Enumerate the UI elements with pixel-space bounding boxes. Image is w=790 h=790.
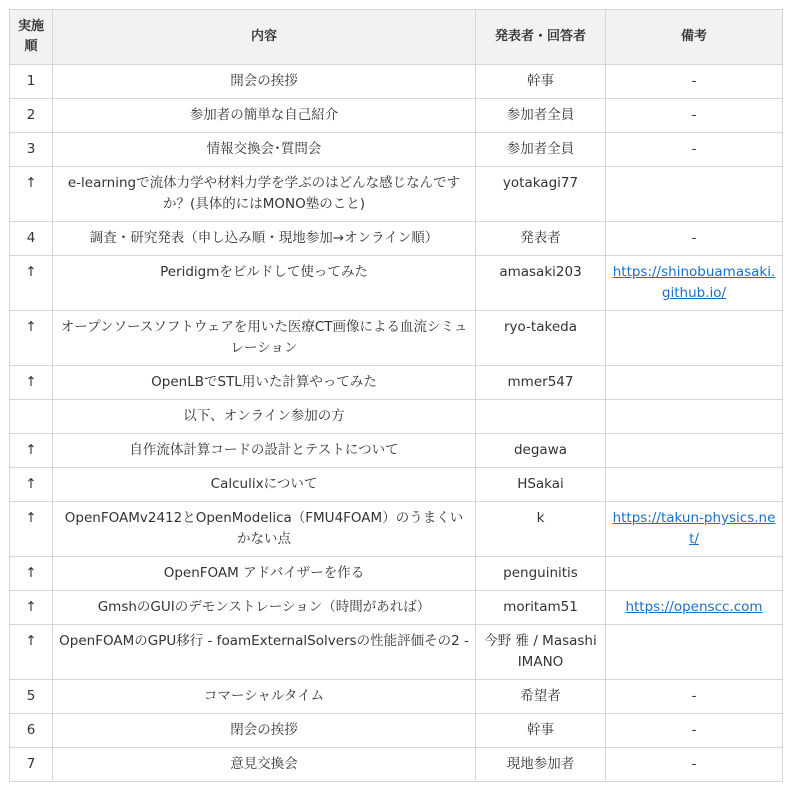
cell-order: ↑ [10,557,53,591]
cell-order: ↑ [10,625,53,680]
cell-notes [606,468,783,502]
table-row [10,748,783,782]
cell-content: 自作流体計算コードの設計とテストについて [53,434,476,468]
table-row [10,591,783,625]
notes-link[interactable]: https://takun-physics.net/ [612,510,776,547]
header-presenter: 発表者・回答者 [476,10,606,65]
cell-order: ↑ [10,167,53,222]
table-row [10,311,783,366]
table-row [10,434,783,468]
table-row [10,680,783,714]
table-row [10,222,783,256]
table-row [10,167,783,222]
cell-notes: - [606,680,783,714]
cell-order: 1 [10,65,53,99]
cell-notes [606,167,783,222]
cell-order: ↑ [10,434,53,468]
cell-content: 以下、オンライン参加の方 [53,400,476,434]
cell-order: ↑ [10,256,53,311]
cell-content: Calculixについて [53,468,476,502]
table-row [10,99,783,133]
cell-content: 参加者の簡単な自己紹介 [53,99,476,133]
cell-notes: - [606,133,783,167]
cell-notes [606,400,783,434]
cell-presenter: 現地参加者 [476,748,606,782]
cell-presenter: moritam51 [476,591,606,625]
cell-presenter: mmer547 [476,366,606,400]
cell-content: オープンソースソフトウェアを用いた医療CT画像による血流シミュレーション [53,311,476,366]
table-row [10,400,783,434]
table-row [10,256,783,311]
cell-content: e-learningで流体力学や材料力学を学ぶのはどんな感じなんですか？(具体的にはMONO塾のこと) [53,167,476,222]
cell-order: 2 [10,99,53,133]
cell-presenter: ryo-takeda [476,311,606,366]
cell-notes [606,591,783,625]
notes-link[interactable]: https://openscc.com [625,599,763,615]
schedule-table [9,9,783,782]
cell-presenter: amasaki203 [476,256,606,311]
cell-content: GmshのGUIのデモンストレーション（時間があれば） [53,591,476,625]
notes-link[interactable]: https://shinobuamasaki.github.io/ [612,264,776,301]
cell-content: 調査・研究発表（申し込み順・現地参加→オンライン順） [53,222,476,256]
cell-order: 5 [10,680,53,714]
cell-content: 開会の挨拶 [53,65,476,99]
cell-notes: - [606,65,783,99]
table-row [10,502,783,557]
cell-content: 閉会の挨拶 [53,714,476,748]
cell-presenter: 希望者 [476,680,606,714]
cell-presenter: HSakai [476,468,606,502]
table-row [10,557,783,591]
header-order-label: 実施 順 [17,19,44,54]
cell-notes: - [606,222,783,256]
cell-content: Peridigmをビルドして使ってみた [53,256,476,311]
cell-notes [606,557,783,591]
table-body [10,65,783,782]
cell-notes [606,311,783,366]
cell-content: コマーシャルタイム [53,680,476,714]
cell-order: 4 [10,222,53,256]
cell-notes: - [606,99,783,133]
header-content: 内容 [53,10,476,65]
cell-presenter: yotakagi77 [476,167,606,222]
cell-order: ↑ [10,468,53,502]
cell-presenter [476,400,606,434]
cell-content: 情報交換会･質問会 [53,133,476,167]
table-header-row [10,10,783,65]
schedule-table-container [9,9,783,782]
cell-presenter: 参加者全員 [476,99,606,133]
table-row [10,714,783,748]
table-row [10,133,783,167]
cell-presenter: 今野 雅 / Masashi IMANO [476,625,606,680]
header-notes: 備考 [606,10,783,65]
cell-presenter: 発表者 [476,222,606,256]
cell-order: 3 [10,133,53,167]
cell-notes: - [606,748,783,782]
cell-presenter: 幹事 [476,714,606,748]
cell-presenter: 参加者全員 [476,133,606,167]
cell-notes [606,625,783,680]
cell-order: 7 [10,748,53,782]
cell-presenter: penguinitis [476,557,606,591]
cell-notes [606,502,783,557]
cell-content: OpenFOAMv2412とOpenModelica（FMU4FOAM）のうまくいかない点 [53,502,476,557]
cell-content: OpenFOAM アドバイザーを作る [53,557,476,591]
header-order [10,10,53,65]
table-row [10,65,783,99]
cell-notes [606,366,783,400]
cell-presenter: degawa [476,434,606,468]
cell-content: OpenFOAMのGPU移行 - foamExternalSolversの性能評価その2 - [53,625,476,680]
cell-order: ↑ [10,366,53,400]
table-row [10,468,783,502]
table-row [10,625,783,680]
cell-notes: - [606,714,783,748]
cell-order: 6 [10,714,53,748]
cell-notes [606,434,783,468]
cell-order: ↑ [10,591,53,625]
cell-content: 意見交換会 [53,748,476,782]
cell-order [10,400,53,434]
cell-content: OpenLBでSTL用いた計算やってみた [53,366,476,400]
cell-presenter: k [476,502,606,557]
cell-order: ↑ [10,311,53,366]
cell-presenter: 幹事 [476,65,606,99]
cell-order: ↑ [10,502,53,557]
table-row [10,366,783,400]
cell-notes [606,256,783,311]
